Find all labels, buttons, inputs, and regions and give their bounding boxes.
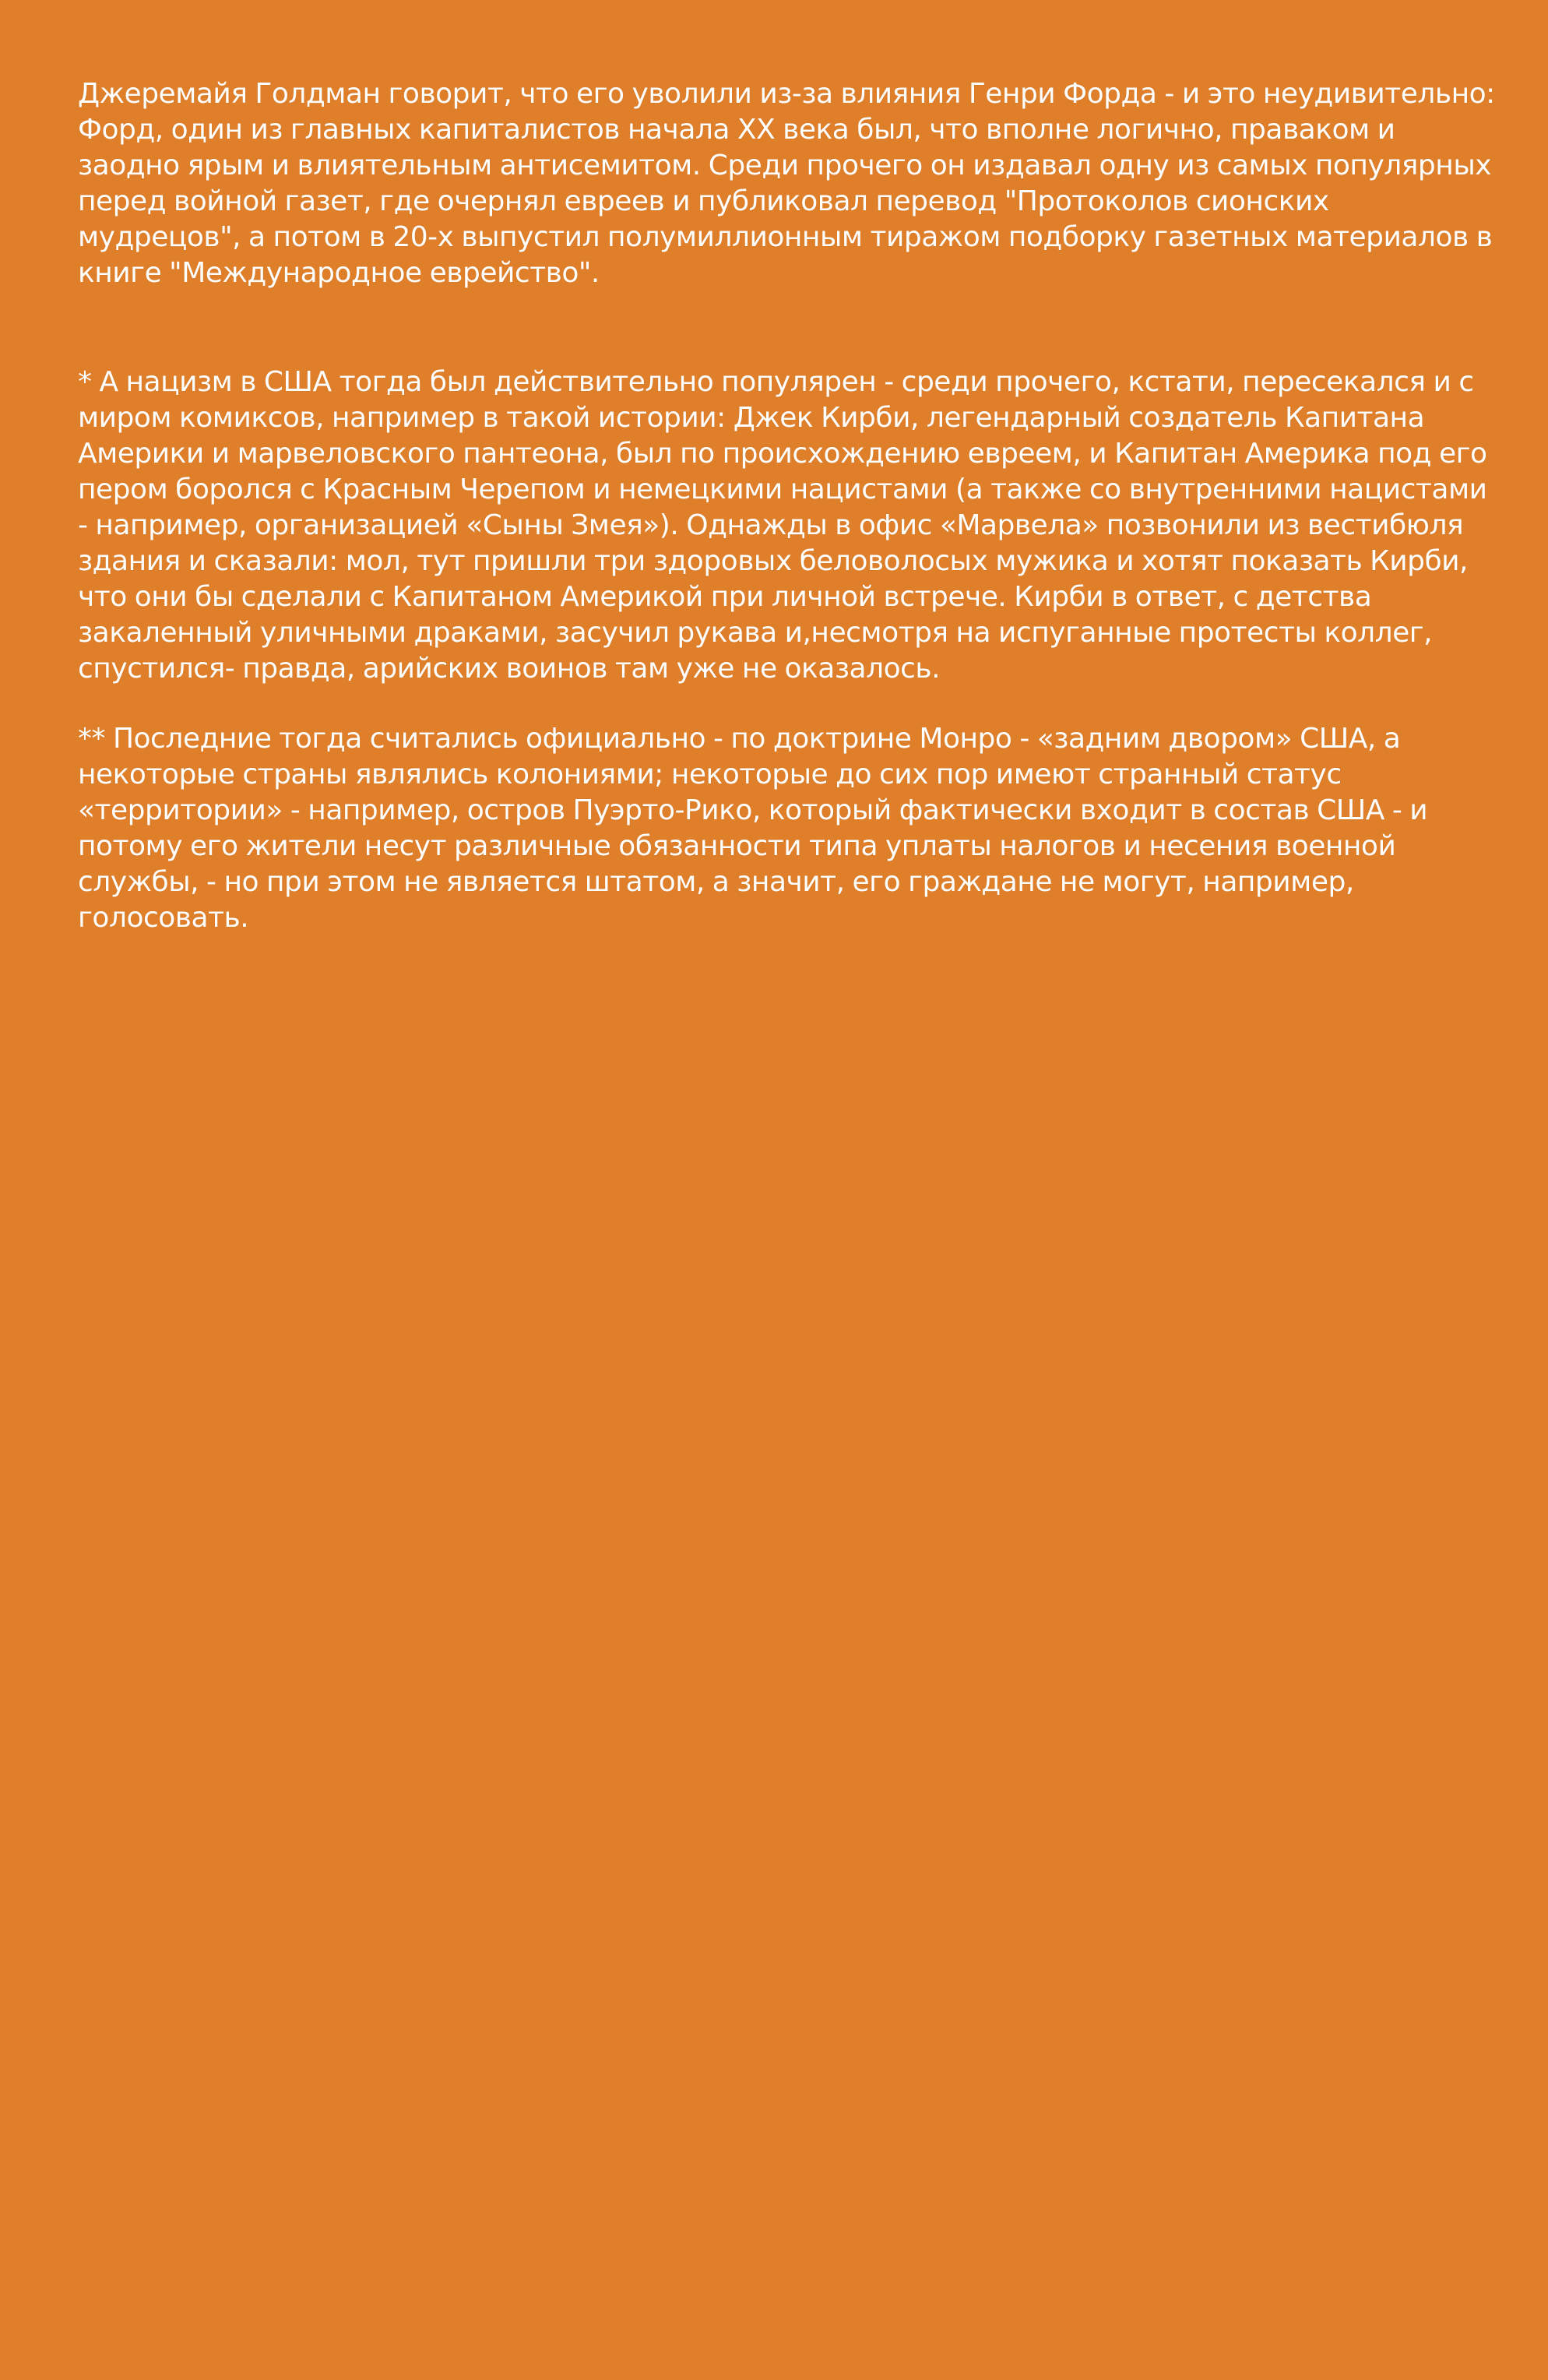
paragraph-goldman-ford: Джеремайя Голдман говорит, что его уволили из-за влияния Генри Форда - и это неудивительно: Форд, один из главных капиталистов начала XX века был, что вполне логично, праваком и заодно ярым и влиятельным антисемитом. Среди прочего он издавал одну из самых популярных перед войной газет, где очернял евреев и публиковал перевод "Протоколов сионских мудрецов", а потом в 20-х выпустил полумиллионным тиражом подборку газетных материалов в книге "Международное еврейство". bbox=[78, 78, 1495, 289]
footnote-monroe-territories: ** Последние тогда считались официально - по доктрине Монро - «задним двором» США, а некоторые страны являлись колониями; некоторые до сих пор имеют странный статус «территории» - например, остров Пуэрто-Рико, который фактически входит в состав США - и потому его жители несут различные обязанности типа уплаты налогов и несения военной службы, - но при этом не является штатом, а значит, его граждане не могут, например, голосовать. bbox=[78, 723, 1428, 934]
footnote-nazism-kirby: * А нацизм в США тогда был действительно популярен - среди прочего, кстати, пересекался и с миром комиксов, например в такой истории: Джек Кирби, легендарный создатель Капитана Америки и марвеловского пантеона, был по происхождению евреем, и Капитан Америка под его пером боролся с Красным Черепом и немецкими нацистами (а также со внутренними нацистами - например, организацией «Сыны Змея»). Однажды в офис «Марвела» позвонили из вестибюля здания и сказали: мол, тут пришли три здоровых беловолосых мужика и хотят показать Кирби, что они бы сделали с Капитаном Америкой при личной встрече. Кирби в ответ, с детства закаленный уличными драками, засучил рукава и,несмотря на испуганные протесты коллег, спустился- правда, арийских воинов там уже не оказалось. bbox=[78, 366, 1487, 685]
